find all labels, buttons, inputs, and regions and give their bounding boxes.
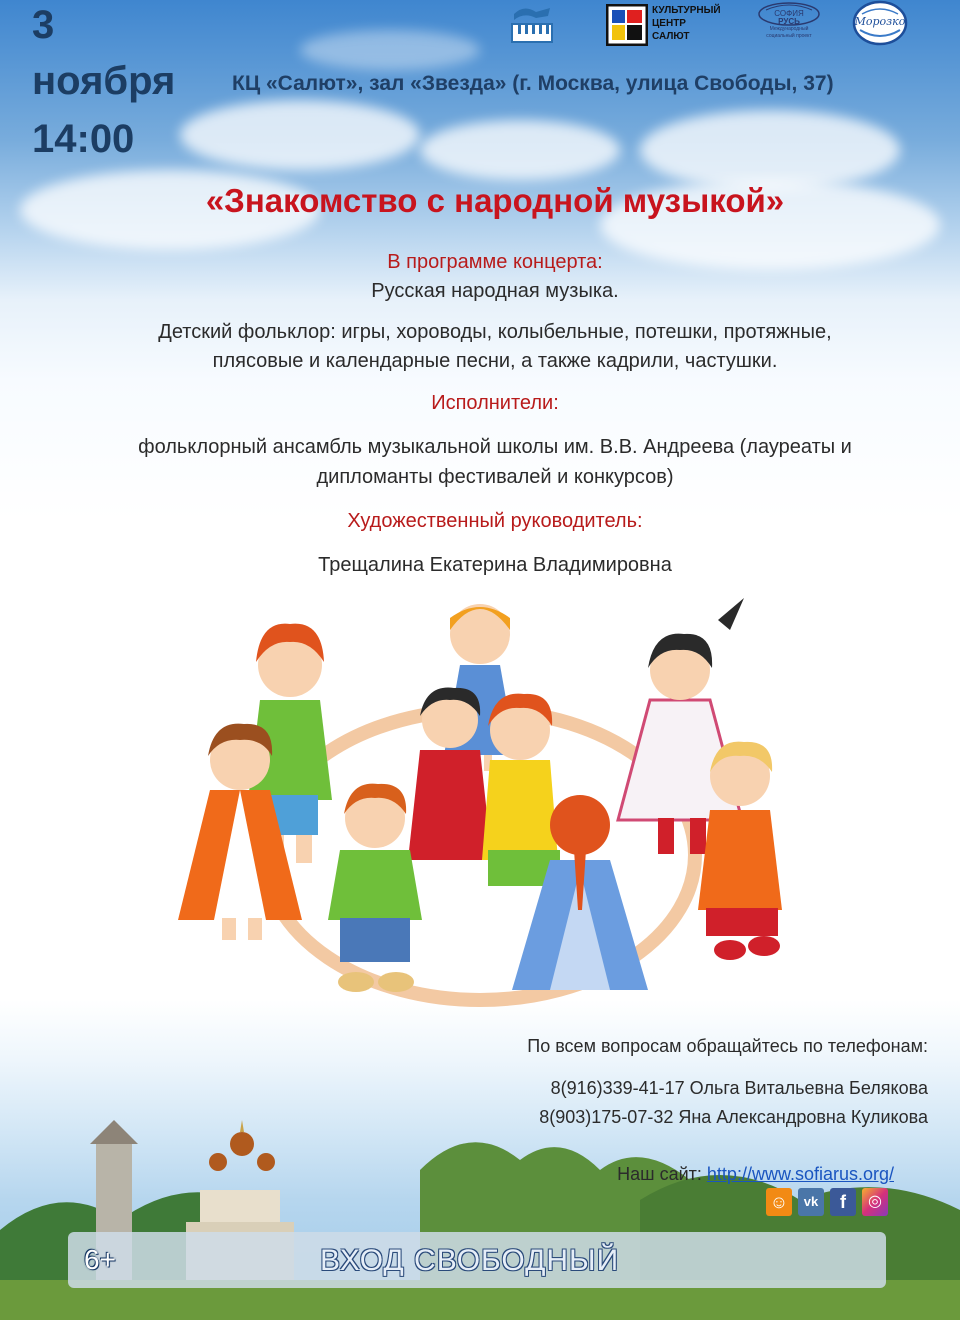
event-title: «Знакомство с народной музыкой»	[205, 182, 785, 219]
contacts-label: По всем вопросам обращайтесь по телефонам:	[527, 1036, 928, 1056]
cloud	[640, 110, 900, 190]
facebook-icon[interactable]: f	[830, 1188, 856, 1216]
cloud	[300, 30, 480, 70]
program-line: Детский фольклор: игры, хороводы, колыбельные, потешки, протяжные,	[158, 321, 832, 343]
cloud	[420, 120, 620, 180]
director-name: Трещалина Екатерина Владимировна	[318, 554, 672, 576]
performers-label: Исполнители:	[431, 392, 559, 414]
logo-text-line: ЦЕНТР	[652, 18, 686, 29]
site-link[interactable]: http://www.sofiarus.org/	[706, 1164, 894, 1184]
logo-music-school	[510, 4, 554, 44]
child-figure	[408, 688, 492, 860]
date-month: ноября	[32, 59, 176, 103]
children-circle-dance-illustration	[170, 590, 790, 1010]
site-label: Наш сайт:	[617, 1164, 702, 1184]
cloud	[180, 100, 420, 170]
child-figure	[698, 742, 782, 960]
date-day: 3	[32, 3, 55, 47]
logo-text-line: социальный проект	[766, 33, 812, 39]
logo-text-line: КУЛЬТУРНЫЙ	[652, 5, 721, 16]
free-entry-label: ВХОД СВОБОДНЫЙ	[320, 1244, 620, 1277]
date-time: 14:00	[32, 117, 135, 161]
age-rating: 6+	[84, 1244, 116, 1275]
logo-morozko	[852, 0, 908, 46]
site-line	[617, 1164, 894, 1185]
child-figure	[482, 694, 560, 886]
contact-phone: 8(903)175-07-32 Яна Александровна Куликова	[539, 1107, 928, 1127]
performers-line: фольклорный ансамбль музыкальной школы им. В.В. Андреева (лауреаты и	[138, 436, 852, 458]
program-line: плясовые и календарные песни, а также кадрили, частушки.	[212, 350, 778, 372]
contact-phone: 8(916)339-41-17 Ольга Витальевна Белякова	[550, 1078, 928, 1098]
vk-icon[interactable]: vk	[798, 1188, 824, 1216]
instagram-icon[interactable]: ◎	[862, 1188, 888, 1216]
logo-text-line: Международный	[769, 26, 809, 32]
culture-center-icon	[606, 4, 648, 46]
performers-line: дипломанты фестивалей и конкурсов)	[316, 466, 674, 488]
logo-text-line: РУСЬ	[778, 17, 800, 26]
logo-sofia-rus	[752, 2, 826, 48]
venue: КЦ «Салют», зал «Звезда» (г. Москва, улица Свободы, 37)	[232, 72, 834, 95]
child-figure	[328, 784, 422, 992]
morozko-label: Морозко	[854, 15, 906, 28]
logo-text-line: САЛЮТ	[652, 31, 690, 42]
logo-text-line: СОФИЯ	[774, 9, 804, 18]
director-label: Художественный руководитель:	[347, 510, 643, 532]
program-line: Русская народная музыка.	[371, 280, 619, 302]
program-label: В программе концерта:	[387, 251, 603, 273]
logo-culture-center	[606, 4, 734, 46]
ok-icon[interactable]: ☺	[766, 1188, 792, 1216]
music-school-icon	[510, 4, 554, 44]
